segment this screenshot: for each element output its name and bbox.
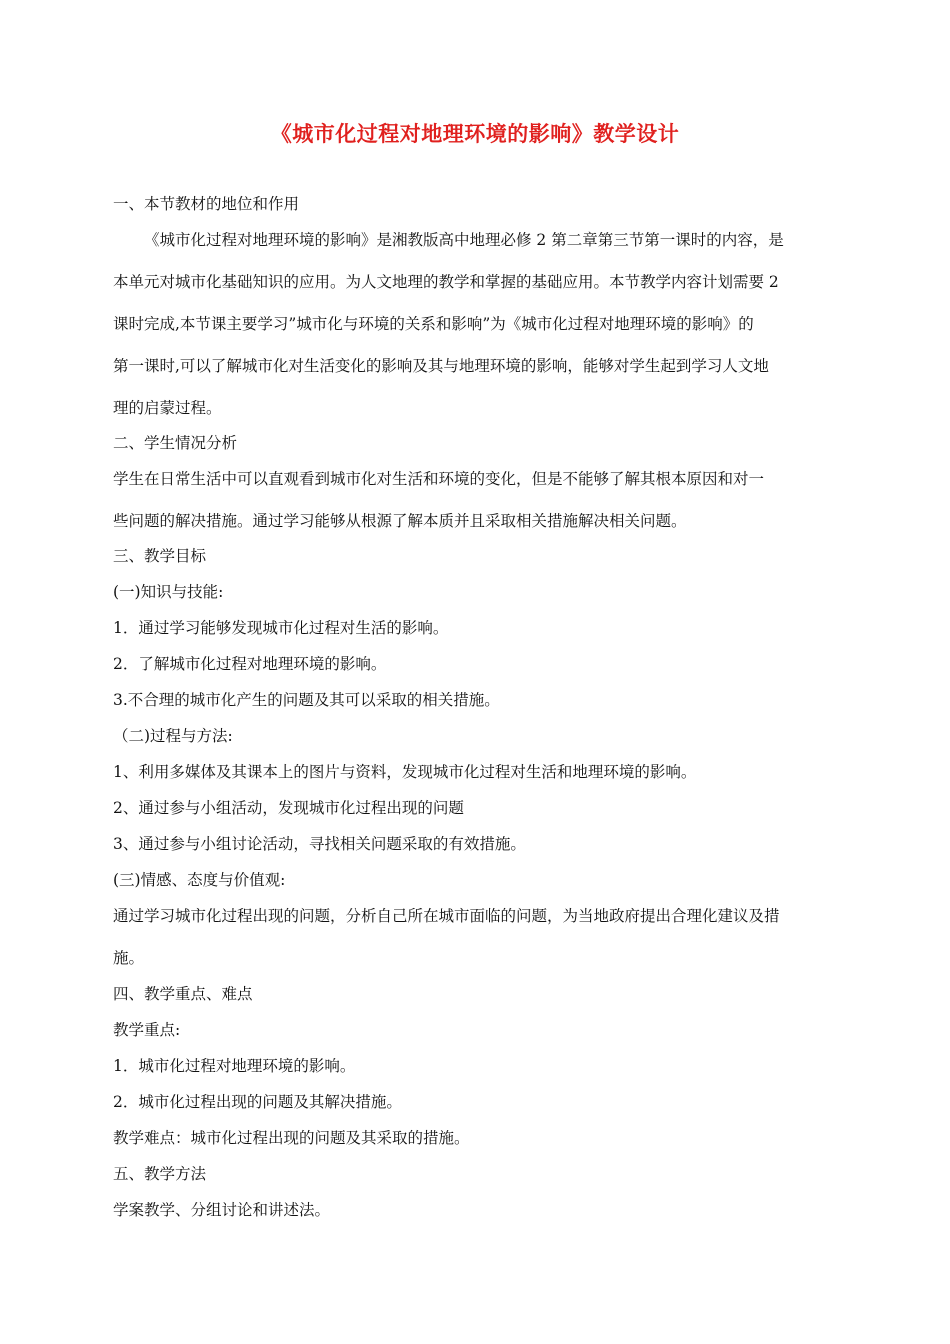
text-line: 《城市化过程对地理环境的影响》是湘教版高中地理必修 2 第二章第三节第一课时的内容，是	[144, 231, 784, 249]
key-points-heading: 教学重点:	[113, 1021, 181, 1039]
text-line: 学生在日常生活中可以直观看到城市化对生活和环境的变化，但是不能够了解其根本原因和对一	[113, 470, 765, 488]
list-item: 3、通过参与小组讨论活动，寻找相关问题采取的有效措施。	[113, 835, 526, 853]
text-line: 课时完成,本节课主要学习”城市化与环境的关系和影响”为《城市化过程对地理环境的影响》的	[113, 315, 754, 333]
section-1-heading: 一、本节教材的地位和作用	[113, 195, 300, 213]
goal-3-paragraph	[113, 906, 837, 968]
list-item: 1．城市化过程对地理环境的影响。	[113, 1057, 356, 1075]
list-item: 2．了解城市化过程对地理环境的影响。	[113, 655, 387, 673]
methods-line: 学案教学、分组讨论和讲述法。	[113, 1201, 331, 1219]
section-3-heading: 三、教学目标	[113, 547, 207, 565]
difficulty-line: 教学难点：城市化过程出现的问题及其采取的措施。	[113, 1129, 470, 1147]
list-item: 3.不合理的城市化产生的问题及其可以采取的相关措施。	[113, 691, 500, 709]
list-item: 1、利用多媒体及其课本上的图片与资料，发现城市化过程对生活和地理环境的影响。	[113, 763, 697, 781]
text-line: 通过学习城市化过程出现的问题，分析自己所在城市面临的问题，为当地政府提出合理化建议及措	[113, 907, 780, 925]
text-line: 些问题的解决措施。通过学习能够从根源了解本质并且采取相关措施解决相关问题。	[113, 512, 687, 530]
text-line: 第一课时,可以了解城市化对生活变化的影响及其与地理环境的影响，能够对学生起到学习人文地	[113, 357, 769, 375]
list-item: 2、通过参与小组活动，发现城市化过程出现的问题	[113, 799, 464, 817]
document-title: 《城市化过程对地理环境的影响》教学设计	[270, 122, 680, 146]
section-1-paragraph	[113, 230, 837, 418]
text-line: 本单元对城市化基础知识的应用。为人文地理的教学和掌握的基础应用。本节教学内容计划需要 2	[113, 273, 779, 291]
section-2-heading: 二、学生情况分析	[113, 434, 238, 452]
goal-1-heading: (一)知识与技能:	[113, 583, 224, 601]
list-item: 1．通过学习能够发现城市化过程对生活的影响。	[113, 619, 449, 637]
list-item: 2．城市化过程出现的问题及其解决措施。	[113, 1093, 402, 1111]
goal-2-heading: （二)过程与方法:	[113, 727, 233, 745]
text-line: 施。	[113, 949, 145, 967]
text-line: 理的启蒙过程。	[113, 399, 222, 417]
section-5-heading: 五、教学方法	[113, 1165, 207, 1183]
section-2-paragraph	[113, 469, 837, 531]
section-4-heading: 四、教学重点、难点	[113, 985, 253, 1003]
goal-3-heading: (三)情感、态度与价值观:	[113, 871, 286, 889]
